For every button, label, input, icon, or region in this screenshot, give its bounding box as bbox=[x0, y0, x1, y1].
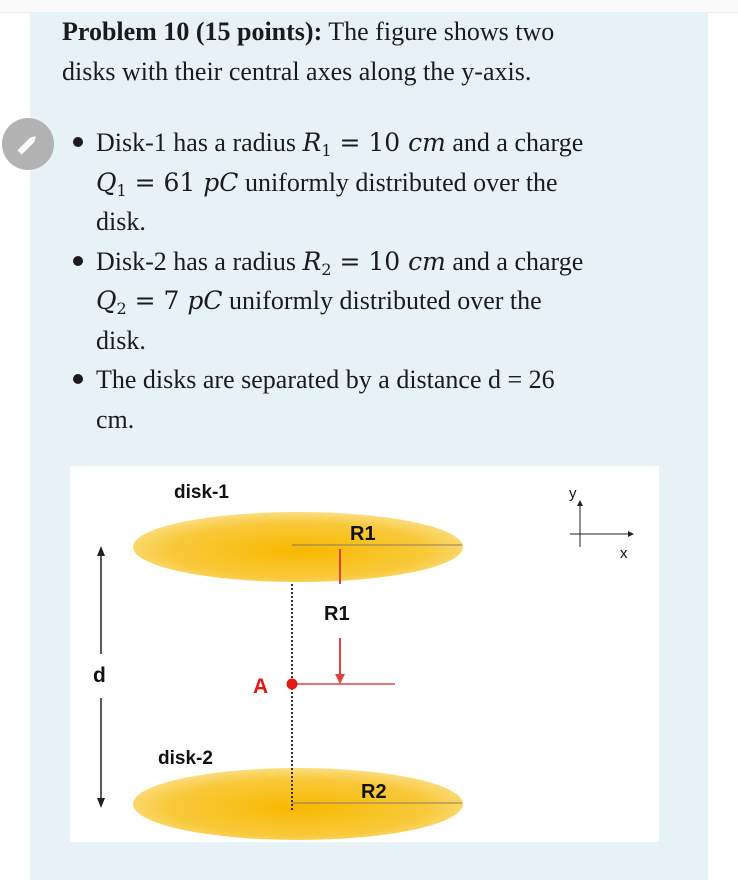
x-axis-arrowhead bbox=[628, 531, 634, 537]
math-subscript: 1 bbox=[321, 141, 332, 160]
bullet-text: uniformly distributed over the bbox=[222, 286, 542, 315]
math-value: = 7 bbox=[126, 286, 188, 315]
math-symbol: Q bbox=[96, 286, 117, 315]
bullet-list bbox=[66, 123, 686, 439]
math-value: = 61 bbox=[126, 167, 204, 197]
bullet-text: The disks are separated by a distance d = 26 bbox=[96, 365, 555, 394]
disks-figure bbox=[70, 466, 659, 842]
point-a-label: A bbox=[253, 675, 269, 698]
bullet-text: and a charge bbox=[445, 246, 584, 276]
problem-heading: Problem 10 (15 points): bbox=[62, 17, 323, 46]
bullet-disk2 bbox=[66, 242, 686, 361]
math-unit: pC bbox=[203, 167, 239, 197]
bullet-text: and a charge bbox=[445, 128, 584, 157]
math-expression bbox=[302, 246, 446, 279]
math-symbol: R bbox=[302, 246, 322, 276]
disks-diagram bbox=[70, 466, 659, 842]
math-subscript: 2 bbox=[116, 299, 127, 318]
distance-arrow-head-down bbox=[97, 798, 105, 808]
bullet-disk1 bbox=[66, 123, 686, 242]
y-axis-arrowhead bbox=[577, 500, 583, 506]
bullet-text: cm. bbox=[96, 404, 135, 434]
r1-arrow-head bbox=[335, 674, 345, 684]
problem-intro-line1: The figure shows two bbox=[322, 17, 555, 46]
x-axis-label: x bbox=[620, 545, 628, 562]
pencil-icon bbox=[15, 131, 41, 157]
math-value: = 10 bbox=[331, 128, 409, 157]
r1-label-mid: R1 bbox=[324, 603, 350, 625]
point-a-marker bbox=[287, 679, 298, 690]
r1-label-top: R1 bbox=[350, 523, 376, 545]
bullet-text: Disk-2 has a radius bbox=[96, 246, 303, 276]
edit-button[interactable] bbox=[2, 118, 54, 170]
bullet-text: disk. bbox=[96, 325, 146, 355]
distance-arrow-head-up bbox=[97, 546, 105, 556]
problem-intro-line2: disks with their central axes along the y-axis. bbox=[62, 57, 532, 86]
math-unit: cm bbox=[408, 246, 446, 276]
disk1-label: disk-1 bbox=[174, 482, 229, 503]
math-symbol: Q bbox=[96, 167, 117, 197]
math-expression bbox=[96, 286, 223, 318]
problem-title bbox=[62, 12, 682, 92]
y-axis-label: y bbox=[569, 485, 577, 502]
disk1-shape bbox=[133, 512, 463, 582]
math-value: = 10 bbox=[331, 246, 409, 276]
disk2-label: disk-2 bbox=[158, 748, 213, 769]
bullet-text: disk. bbox=[96, 207, 146, 236]
bullet-separation bbox=[66, 360, 686, 439]
math-subscript: 1 bbox=[116, 180, 127, 200]
math-symbol: R bbox=[302, 128, 322, 157]
distance-label: d bbox=[93, 664, 106, 687]
bullet-text: uniformly distributed over the bbox=[238, 167, 558, 197]
math-unit: pC bbox=[187, 286, 223, 315]
math-expression bbox=[96, 167, 239, 200]
math-subscript: 2 bbox=[321, 259, 332, 279]
bullet-text: Disk-1 has a radius bbox=[96, 128, 303, 157]
r2-label: R2 bbox=[361, 781, 387, 803]
disk2-shape bbox=[133, 768, 463, 840]
math-expression bbox=[302, 128, 446, 160]
math-unit: cm bbox=[408, 128, 446, 157]
